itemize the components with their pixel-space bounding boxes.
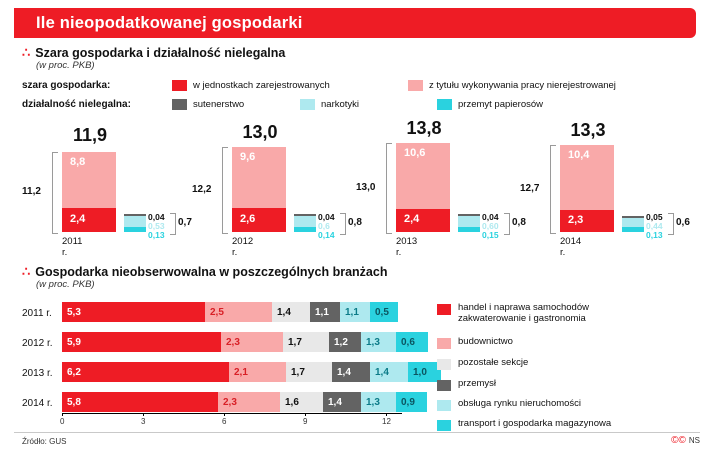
bar-segment-narkotyki	[458, 216, 480, 227]
legend-item-przemyt	[437, 99, 543, 110]
row-value-label: 1,6	[285, 396, 299, 408]
illegal-stack-2011	[124, 214, 146, 232]
legend-label: zakwaterowanie i gastronomia	[458, 313, 586, 324]
bar-value-label: 2,3	[568, 214, 584, 226]
row-label-2014: 2014 r.	[22, 398, 53, 409]
legend-item-unregistered-work	[408, 80, 616, 91]
row-segment-handel	[62, 302, 205, 322]
row-value-label: 5,9	[67, 336, 81, 348]
illegal-sum-label: 0,8	[348, 217, 362, 228]
section2-subtitle: (w proc. PKB)	[36, 279, 95, 290]
illegal-value-przemyt: 0,13	[148, 230, 165, 240]
row-value-label: 1,4	[328, 396, 342, 408]
legend-swatch-icon	[300, 99, 315, 110]
legend-item-przemysl	[437, 378, 496, 391]
legend-swatch-icon	[408, 80, 423, 91]
legend-item-handel	[437, 302, 589, 324]
row-segment-gastronomia	[205, 302, 272, 322]
stacked-bar-2013	[396, 143, 450, 232]
section1-heading	[22, 45, 285, 61]
footer-divider	[14, 432, 700, 433]
illegal-value-narkotyki: 0,6	[318, 221, 330, 231]
illegal-value-przemyt: 0,14	[318, 230, 335, 240]
row-segment-nieruchomosci	[396, 392, 427, 412]
illegal-sum-label: 0,6	[676, 217, 690, 228]
bracket-illegal-2013	[504, 213, 510, 235]
bar-value-label: 10,6	[404, 147, 426, 159]
section1-title: Szara gospodarka i działalność nielegalna	[35, 46, 286, 60]
row-segment-gastronomia	[218, 392, 280, 412]
illegal-value-sutenerstwo: 0,04	[318, 212, 335, 222]
row-segment-nieruchomosci	[370, 302, 398, 322]
row-value-label: 5,3	[67, 306, 81, 318]
bar-segment-registered	[62, 208, 116, 232]
section2-heading	[22, 264, 387, 280]
bracket-shadow-2012	[222, 147, 228, 234]
row-value-label: 2,1	[234, 366, 248, 378]
legend-row-illegal	[22, 99, 254, 110]
x-tick-mark	[386, 413, 387, 416]
legend-swatch-icon	[437, 420, 451, 431]
row-label-2011: 2011 r.	[22, 308, 52, 319]
shadow-sum-label: 13,0	[356, 182, 376, 193]
row-value-label: 1,4	[337, 366, 351, 378]
shadow-sum-label: 11,2	[22, 186, 41, 197]
illegal-value-sutenerstwo: 0,04	[148, 212, 165, 222]
bar-segment-registered	[232, 208, 286, 232]
x-tick-mark	[143, 413, 144, 416]
title-bar	[14, 8, 686, 38]
illegal-value-narkotyki: 0,60	[482, 221, 499, 231]
legend-swatch-icon	[437, 304, 451, 315]
bar-segment-registered	[560, 210, 614, 232]
title-bar-tail	[686, 8, 696, 38]
bar-value-label: 9,6	[240, 151, 256, 163]
x-tick-label: 3	[141, 417, 146, 426]
illegal-sum-label: 0,7	[178, 217, 192, 228]
x-tick-label: 6	[222, 417, 227, 426]
bar-segment-registered	[396, 209, 450, 232]
section2-title: Gospodarka nieobserwowalna w poszczególnych branżach	[35, 265, 388, 279]
bullet-icon: ∴	[22, 45, 30, 60]
bar-segment-unregistered-work	[62, 152, 116, 208]
legend-item-narkotyki	[300, 99, 359, 110]
legend-label: narkotyki	[321, 99, 360, 110]
legend-row-shadow	[22, 80, 340, 91]
row-segment-przemysl	[361, 332, 396, 352]
row-segment-przemysl	[370, 362, 408, 382]
illegal-value-sutenerstwo: 0,05	[646, 212, 663, 222]
bar-value-label: 2,4	[404, 213, 420, 225]
x-axis-line	[62, 413, 402, 414]
row-segment-budownictwo	[286, 362, 332, 382]
illegal-value-narkotyki: 0,44	[646, 221, 663, 231]
bar-value-label: 10,4	[568, 149, 590, 161]
legend-item-nieruchomosci	[437, 398, 581, 411]
row-value-label: 1,2	[334, 336, 348, 348]
row-value-label: 2,3	[226, 336, 240, 348]
section1-subtitle: (w proc. PKB)	[36, 60, 95, 71]
illegal-value-przemyt: 0,13	[646, 230, 663, 240]
legend-label: sutenerstwo	[193, 99, 245, 110]
row-value-label: 1,1	[315, 306, 329, 318]
row-value-label: 1,3	[366, 396, 380, 408]
legend-swatch-icon	[437, 400, 451, 411]
legend-label: budownictwo	[458, 336, 513, 347]
bar-segment-unregistered-work	[560, 145, 614, 210]
row-value-label: 1,1	[345, 306, 359, 318]
bar-segment-przemyt	[622, 227, 644, 232]
legend-item-budownictwo	[437, 336, 513, 349]
shadow-sum-label: 12,2	[192, 184, 212, 195]
x-tick-label: 9	[303, 417, 308, 426]
bar-segment-przemyt	[124, 227, 146, 232]
row-value-label: 6,2	[67, 366, 81, 378]
row-value-label: 0,6	[401, 336, 415, 348]
legend-item-sutenerstwo	[172, 99, 244, 110]
row-segment-pozostale	[323, 392, 361, 412]
legend-item-registered	[172, 80, 330, 91]
legend-label: transport i gospodarka magazynowa	[458, 418, 612, 429]
row-value-label: 2,5	[210, 306, 224, 318]
axis-year-2013: 2013 r.	[396, 236, 418, 258]
legend-group-label-illegal: działalność nielegalna:	[22, 99, 131, 110]
copyright-icon: ©©	[671, 435, 686, 446]
legend-group-label-shadow: szara gospodarka:	[22, 80, 111, 91]
row-value-label: 1,3	[366, 336, 380, 348]
bar-segment-narkotyki	[294, 216, 316, 227]
bar-segment-unregistered-work	[396, 143, 450, 209]
bullet-icon: ∴	[22, 264, 30, 279]
row-value-label: 0,5	[375, 306, 389, 318]
row-value-label: 5,8	[67, 396, 81, 408]
group-total: 13,8	[406, 118, 442, 138]
row-segment-handel	[62, 362, 229, 382]
legend-item-transport	[437, 418, 611, 431]
group-total: 13,3	[570, 120, 606, 140]
illegal-sum-label: 0,8	[512, 217, 526, 228]
x-tick-mark	[62, 413, 63, 416]
bar-segment-narkotyki	[124, 216, 146, 227]
axis-year-2014: 2014 r.	[560, 236, 582, 258]
row-value-label: 1,0	[413, 366, 427, 378]
bracket-illegal-2012	[340, 213, 346, 235]
row-value-label: 1,7	[291, 366, 305, 378]
row-segment-gastronomia	[229, 362, 286, 382]
row-label-2013: 2013 r.	[22, 368, 53, 379]
illegal-value-sutenerstwo: 0,04	[482, 212, 499, 222]
bar-segment-przemyt	[294, 227, 316, 232]
row-segment-budownictwo	[283, 332, 329, 352]
row-label-2012: 2012 r.	[22, 338, 53, 349]
bracket-shadow-2011	[52, 152, 58, 234]
bracket-shadow-2013	[386, 143, 392, 234]
row-segment-pozostale	[310, 302, 340, 322]
bar-segment-narkotyki	[622, 218, 644, 227]
legend-label: przemysł	[458, 378, 497, 389]
row-value-label: 1,4	[277, 306, 291, 318]
bar-value-label: 2,6	[240, 213, 256, 225]
credit-note	[671, 435, 700, 446]
bar-value-label: 8,8	[70, 156, 86, 168]
illegal-value-przemyt: 0,15	[482, 230, 499, 240]
row-segment-pozostale	[329, 332, 361, 352]
stacked-bar-2012	[232, 147, 286, 232]
row-segment-pozostale	[332, 362, 370, 382]
row-value-label: 0,9	[401, 396, 415, 408]
x-tick-mark	[224, 413, 225, 416]
legend-swatch-icon	[172, 80, 187, 91]
row-segment-przemysl	[340, 302, 370, 322]
legend-swatch-icon	[437, 359, 451, 370]
bracket-shadow-2014	[550, 145, 556, 234]
legend-swatch-icon	[437, 380, 451, 391]
bar-segment-przemyt	[458, 227, 480, 232]
illegal-stack-2014	[622, 216, 644, 232]
x-tick-label: 12	[382, 417, 391, 426]
bar-value-label: 2,4	[70, 213, 86, 225]
axis-year-2012: 2012 r.	[232, 236, 254, 258]
legend-label: w jednostkach zarejestrowanych	[193, 80, 330, 91]
legend-swatch-icon	[437, 99, 452, 110]
stacked-bar-2011	[62, 152, 116, 232]
illegal-stack-2012	[294, 214, 316, 232]
stacked-bar-2014	[560, 145, 614, 232]
shadow-sum-label: 12,7	[520, 183, 540, 194]
group-total: 13,0	[242, 122, 278, 142]
row-segment-gastronomia	[221, 332, 283, 352]
row-segment-nieruchomosci	[396, 332, 428, 352]
row-segment-budownictwo	[272, 302, 310, 322]
legend-label: przemyt papierosów	[458, 99, 544, 110]
row-value-label: 2,3	[223, 396, 237, 408]
x-tick-label: 0	[60, 417, 65, 426]
legend-label: pozostałe sekcje	[458, 357, 529, 368]
legend-label: handel i naprawa samochodów	[458, 302, 589, 313]
group-total: 11,9	[72, 125, 108, 145]
source-note: Źródło: GUS	[22, 437, 67, 446]
x-tick-mark	[305, 413, 306, 416]
row-segment-handel	[62, 392, 218, 412]
legend-label: obsługa rynku nieruchomości	[458, 398, 582, 409]
bracket-illegal-2014	[668, 213, 674, 235]
legend-swatch-icon	[172, 99, 187, 110]
row-value-label: 1,7	[288, 336, 302, 348]
row-segment-budownictwo	[280, 392, 323, 412]
credit-label: NS	[688, 436, 700, 445]
illegal-stack-2013	[458, 214, 480, 232]
row-value-label: 1,4	[375, 366, 389, 378]
legend-item-pozostale	[437, 357, 528, 370]
axis-year-2011: 2011 r.	[62, 236, 83, 258]
illegal-value-narkotyki: 0,53	[148, 221, 165, 231]
page-title: Ile nieopodatkowanej gospodarki	[36, 13, 303, 32]
legend-label: z tytułu wykonywania pracy nierejestrowanej	[429, 80, 616, 91]
bar-segment-unregistered-work	[232, 147, 286, 208]
row-segment-handel	[62, 332, 221, 352]
bracket-illegal-2011	[170, 213, 176, 235]
row-segment-przemysl	[361, 392, 396, 412]
legend-swatch-icon	[437, 338, 451, 349]
